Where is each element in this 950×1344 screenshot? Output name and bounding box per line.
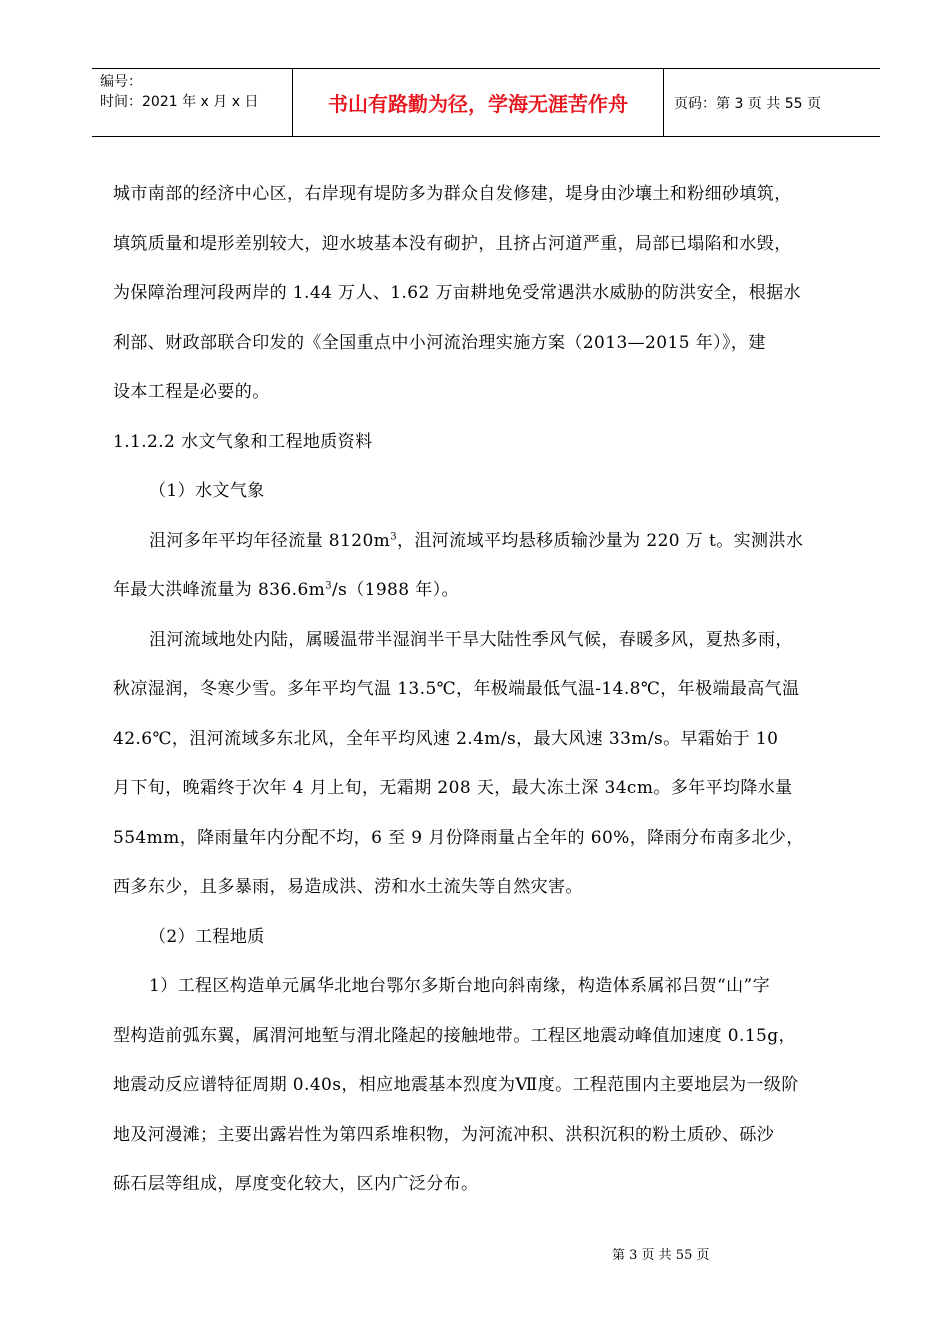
document-body: [113, 170, 873, 1210]
paragraph-line: [113, 517, 873, 567]
paragraph-line: 秋凉湿润，冬寒少雪。多年平均气温 13.5℃，年极端最低气温-14.8℃，年极端最高气温: [113, 679, 800, 699]
page-header: [92, 68, 880, 137]
paragraph-line: 地及河漫滩；主要出露岩性为第四系堆积物，为河流冲积、洪积沉积的粉土质砂、砾沙: [113, 1124, 775, 1145]
paragraph-line: 设本工程是必要的。: [113, 382, 270, 402]
header-meta: [92, 69, 292, 136]
number-label: 编号：: [100, 74, 142, 90]
paragraph-line: 554mm，降雨量年内分配不均，6 至 9 月份降雨量占全年的 60%，降雨分布南多北少，: [113, 827, 804, 848]
paragraph-line: 砾石层等组成，厚度变化较大，区内广泛分布。: [113, 1174, 479, 1194]
paragraph-line: 型构造前弧东翼，属渭河地堑与渭北隆起的接触地带。工程区地震动峰值加速度 0.15g，: [113, 1025, 796, 1046]
paragraph-line: [113, 566, 873, 616]
header-slogan: 书山有路勤为径，学海无涯苦作舟: [292, 69, 664, 136]
text-segment: 年最大洪峰流量为 836.6m: [113, 580, 326, 600]
paragraph-line: 城市南部的经济中心区，右岸现有堤防多为群众自发修建，堤身由沙壤土和粉细砂填筑，: [113, 184, 792, 204]
superscript: 3: [390, 530, 397, 542]
paragraph-line: 月下旬，晚霜终于次年 4 月上旬，无霜期 208 天，最大冻土深 34cm。多年平均降水量: [113, 778, 793, 798]
superscript: 3: [325, 580, 332, 592]
subsection-heading: （2）工程地质: [149, 926, 265, 947]
header-page-info: 页码：第 3 页 共 55 页: [674, 95, 821, 112]
text-segment: ，沮河流域平均悬移质输沙量为 220 万 t。实测洪水: [396, 530, 804, 551]
text-segment: 沮河多年平均年径流量 8120m: [149, 530, 391, 551]
paragraph-line: 地震动反应谱特征周期 0.40s，相应地震基本烈度为Ⅶ度。工程范围内主要地层为一级阶: [113, 1075, 799, 1095]
paragraph-line: 42.6℃，沮河流域多东北风，全年平均风速 2.4m/s，最大风速 33m/s。早霜始于 10: [113, 728, 779, 749]
text-segment: /s（1988 年）。: [331, 580, 459, 600]
paragraph-line: 西多东少，且多暴雨，易造成洪、涝和水土流失等自然灾害。: [113, 877, 583, 897]
section-heading: 1.1.2.2 水文气象和工程地质资料: [113, 431, 373, 452]
time-label: 时间：2021 年 x 月 x 日: [100, 94, 259, 110]
paragraph-line: 1）工程区构造单元属华北地台鄂尔多斯台地向斜南缘，构造体系属祁吕贺“山”字: [149, 976, 770, 996]
paragraph-line: 为保障治理河段两岸的 1.44 万人、1.62 万亩耕地免受常遇洪水威胁的防洪安全，根据水: [113, 283, 801, 303]
paragraph-line: 沮河流域地处内陆，属暖温带半湿润半干旱大陆性季风气候，春暖多风，夏热多雨，: [149, 629, 793, 650]
paragraph-line: 利部、财政部联合印发的《全国重点中小河流治理实施方案（2013—2015 年）》，建: [113, 332, 766, 353]
paragraph-line: 填筑质量和堤形差别较大，迎水坡基本没有砌护，且挤占河道严重，局部已塌陷和水毁，: [113, 233, 792, 254]
footer-page-number: 第 3 页 共 55 页: [612, 1248, 710, 1263]
subsection-heading: （1）水文气象: [149, 481, 265, 501]
